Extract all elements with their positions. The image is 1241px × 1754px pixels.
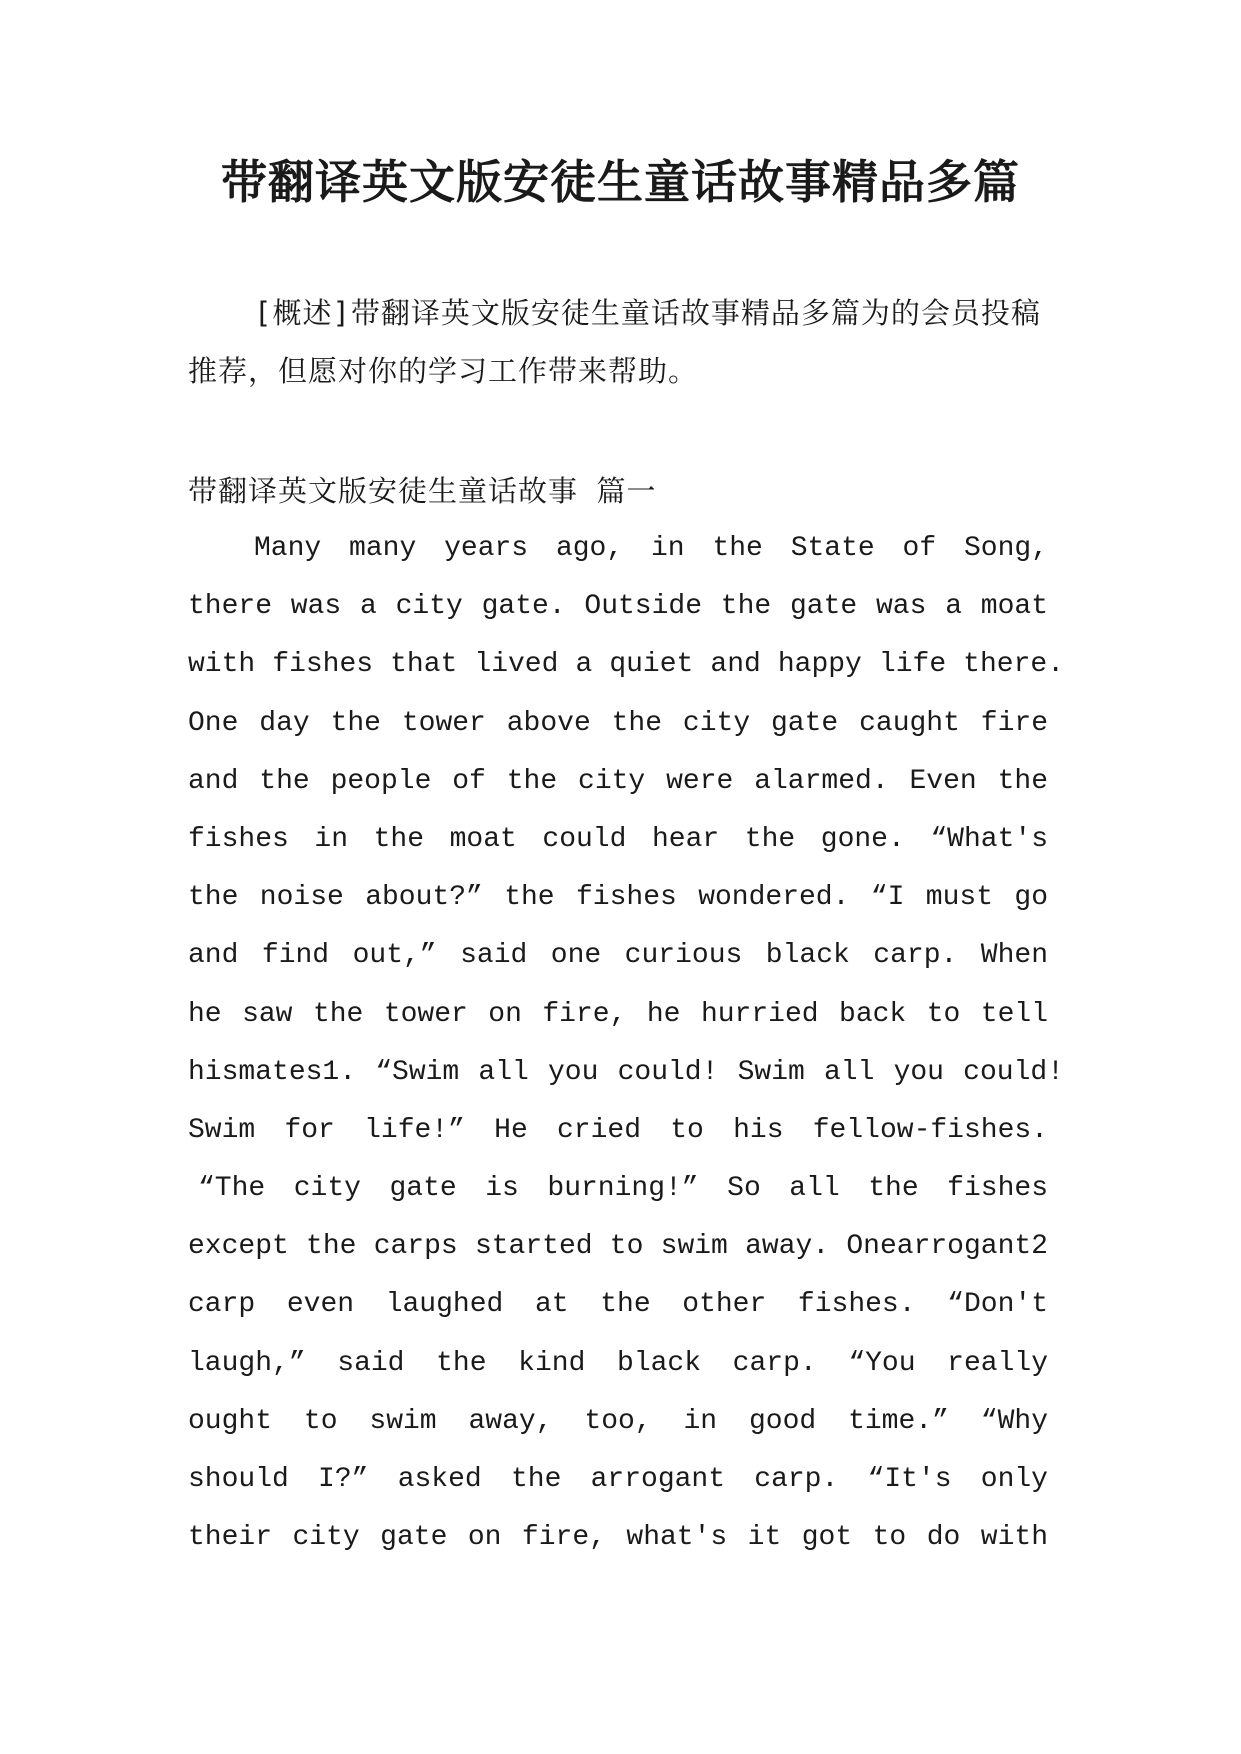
story-line: and find out,” said one curious black carp. When xyxy=(188,940,1048,972)
story-line: One day the tower above the city gate caught fire xyxy=(188,707,1048,739)
story-line: he saw the tower on fire, he hurried back to tell xyxy=(188,998,1048,1030)
story-line: laugh,” said the kind black carp. “You really xyxy=(188,1347,1048,1379)
story-line: carp even laughed at the other fishes. “Don't xyxy=(188,1289,1048,1321)
document-title: 带翻译英文版安徒生童话故事精品多篇 xyxy=(221,155,1020,209)
story-line: should I?” asked the arrogant carp. “It's only xyxy=(188,1464,1048,1495)
story-line: Swim for life!” He cried to his fellow-fishes. xyxy=(188,1114,1048,1146)
story-line: Many many years ago, in the State of Song, xyxy=(254,533,1048,564)
story-line: with fishes that lived a quiet and happy life there. xyxy=(188,649,1064,681)
section-heading: 带翻译英文版安徒生童话故事 篇一 xyxy=(188,474,657,508)
story-line: hismates1. “Swim all you could! Swim all you could! xyxy=(188,1056,1064,1088)
story-line: and the people of the city were alarmed. Even the xyxy=(188,765,1048,797)
story-line: fishes in the moat could hear the gone. “What's xyxy=(188,823,1048,855)
story-line: their city gate on fire, what's it got to do with xyxy=(188,1522,1048,1554)
document-summary: [概述]带翻译英文版安徒生童话故事精品多篇为的会员投稿推荐，但愿对你的学习工作带来帮助。 xyxy=(188,296,1041,388)
story-line: ought to swim away, too, in good time.” “Why xyxy=(188,1405,1048,1437)
story-body xyxy=(188,520,1068,1567)
story-line: there was a city gate. Outside the gate was a moat xyxy=(188,591,1048,623)
story-line: the noise about?” the fishes wondered. “I must go xyxy=(188,882,1048,914)
story-line: “The city gate is burning!” So all the fishes xyxy=(198,1173,1048,1205)
story-line: except the carps started to swim away. Onearrogant2 xyxy=(188,1231,1048,1263)
